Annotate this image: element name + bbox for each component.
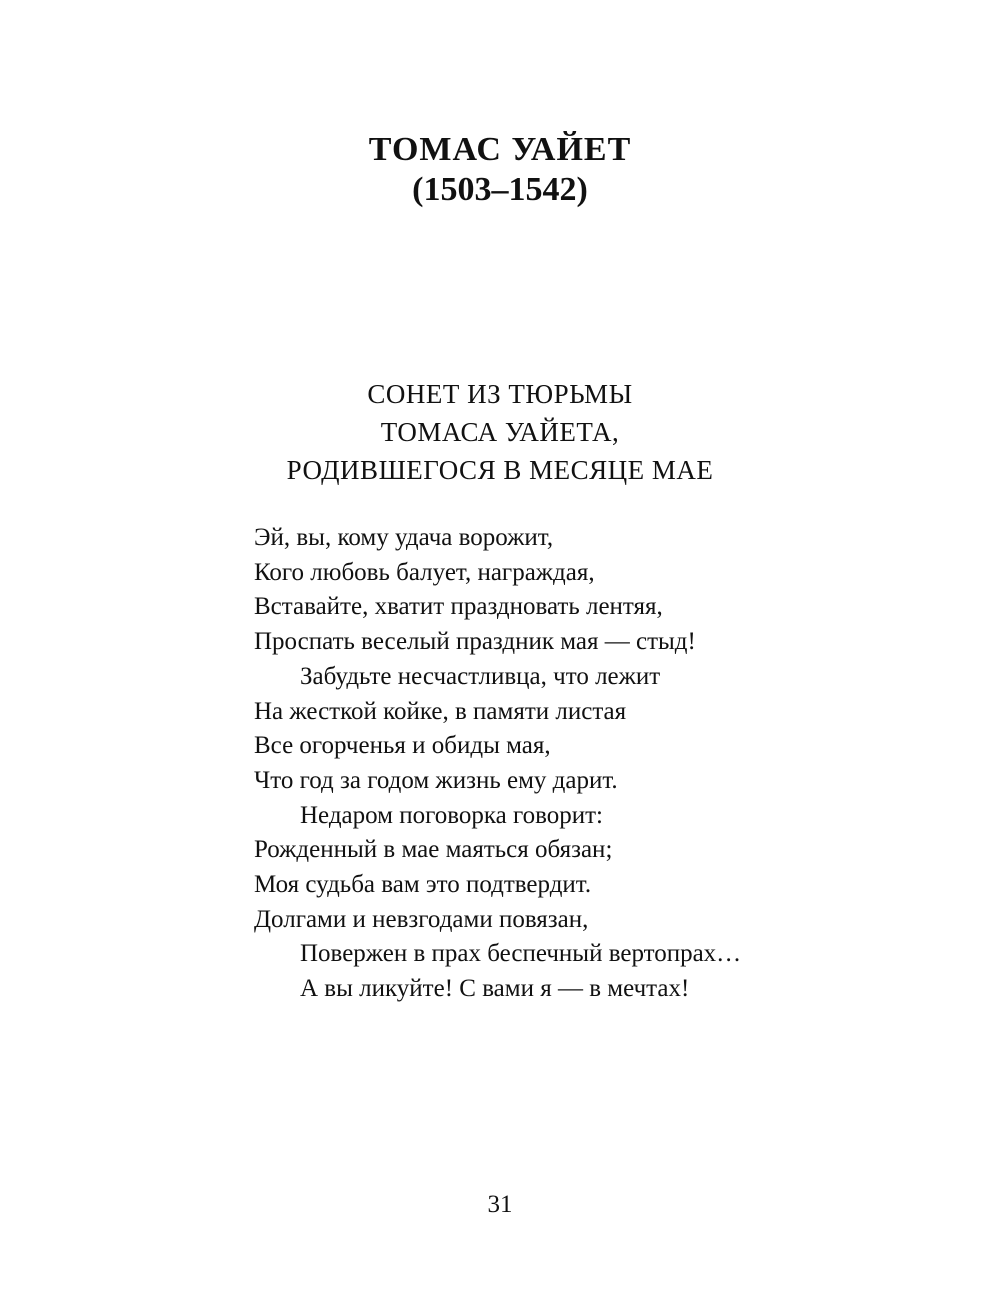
poem-line: Что год за годом жизнь ему дарит.	[254, 766, 618, 794]
poem-line: Вставайте, хватит праздновать лентяя,	[254, 593, 663, 621]
author-name: ТОМАС УАЙЕТ	[368, 131, 632, 168]
poem-title-line: СОНЕТ ИЗ ТЮРЬМЫ	[367, 379, 633, 409]
poem-line: А вы ликуйте! С вами я — в мечтах!	[300, 975, 690, 1003]
poem-line: На жесткой койке, в памяти листая	[254, 697, 627, 725]
poem-line: Проспать веселый праздник мая — стыд!	[254, 628, 696, 656]
poem-title-line: РОДИВШЕГОСЯ В МЕСЯЦЕ МАЕ	[286, 455, 714, 485]
poem-line: Эй, вы, кому удача ворожит,	[254, 524, 554, 551]
poem-line: Забудьте несчастливца, что лежит	[300, 662, 661, 690]
poem-line: Моя судьба вам это подтвердит.	[254, 871, 592, 899]
poem-line: Недаром поговорка говорит:	[300, 801, 604, 829]
author-years: (1503–1542)	[412, 171, 588, 208]
poem-line: Повержен в прах беспечный вертопрах…	[300, 940, 742, 968]
poem-line: Кого любовь балует, награждая,	[254, 558, 595, 586]
poem-title	[0, 375, 1000, 489]
poem-line: Рожденный в мае маяться обязан;	[254, 836, 613, 864]
poem-title-line: ТОМАСА УАЙЕТА,	[380, 417, 620, 447]
poem-body	[254, 521, 894, 1007]
author-heading	[0, 130, 1000, 210]
poem-line: Долгами и невзгодами повязан,	[254, 905, 589, 933]
page-number: 31	[487, 1191, 513, 1218]
poem-line: Все огорченья и обиды мая,	[254, 732, 551, 760]
